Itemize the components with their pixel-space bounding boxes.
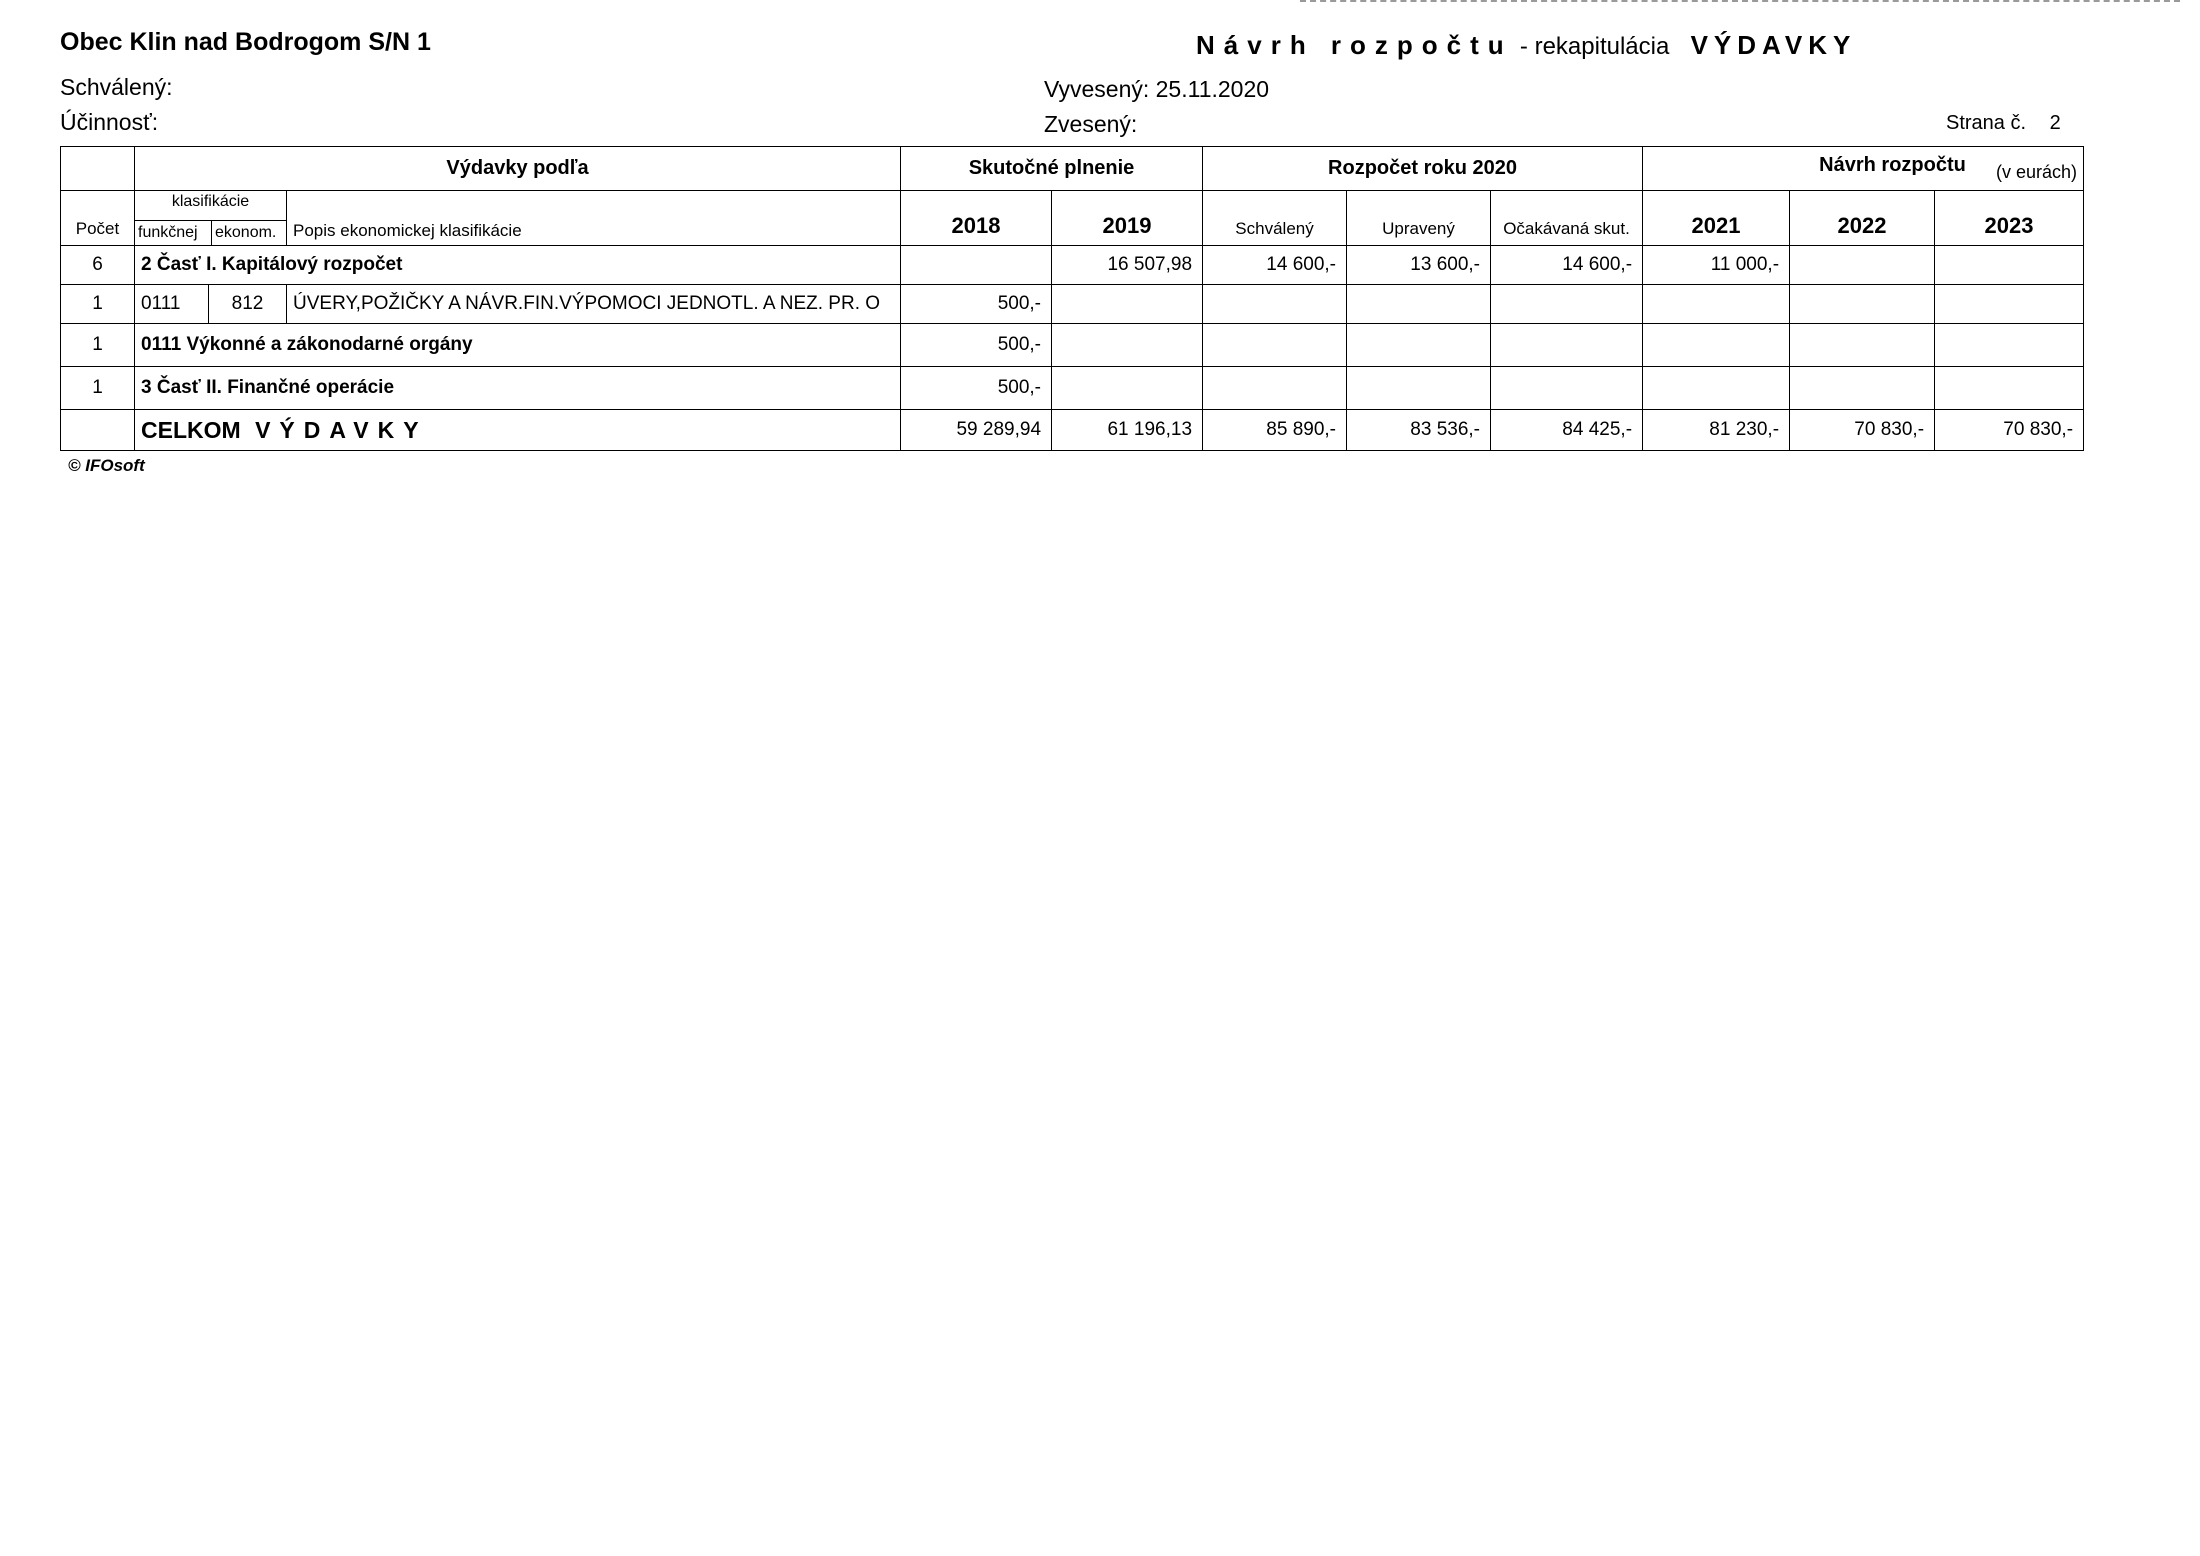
- cell-adjusted: [1347, 367, 1491, 410]
- count-header-spacer: [61, 147, 135, 191]
- cell-2021: [1643, 324, 1790, 367]
- total-row: [61, 410, 2084, 451]
- cell-approved: [1203, 367, 1347, 410]
- cell-expected: [1491, 324, 1643, 367]
- actual-header: Skutočné plnenie: [901, 147, 1203, 191]
- functional-code: 0111: [135, 285, 209, 324]
- cell-2023: [1935, 367, 2084, 410]
- effective-label: Účinnosť:: [60, 109, 159, 135]
- cell-expected: 14 600,-: [1491, 246, 1643, 285]
- scan-edge-line: [1300, 0, 2180, 4]
- functional-header: funkčnej: [135, 221, 212, 245]
- expected-header: Očakávaná skut.: [1491, 191, 1643, 246]
- cell-expected: [1491, 285, 1643, 324]
- cell-2023: [1935, 246, 2084, 285]
- cell-adjusted: [1347, 324, 1491, 367]
- document-title: [1196, 30, 1856, 61]
- year-2019-header: 2019: [1052, 191, 1203, 246]
- year-2023-header: 2023: [1935, 191, 2084, 246]
- cell-adjusted: 13 600,-: [1347, 246, 1491, 285]
- cell-2021: 11 000,-: [1643, 246, 1790, 285]
- economic-header: ekonom.: [215, 224, 277, 241]
- posted-date: Vyvesený: 25.11.2020: [1044, 76, 1270, 102]
- year-2021-header: 2021: [1643, 191, 1790, 246]
- total-2018: 59 289,94: [901, 410, 1052, 451]
- table-row: [61, 367, 2084, 410]
- removed-label: Zvesený:: [1044, 111, 1138, 137]
- cell-2019: [1052, 285, 1203, 324]
- cell-2022: [1790, 285, 1935, 324]
- proposal-header: [1643, 147, 2084, 191]
- row-label: 0111 Výkonné a zákonodarné orgány: [135, 324, 901, 367]
- cell-expected: [1491, 367, 1643, 410]
- proposal-label: Návrh rozpočtu: [1819, 154, 1966, 176]
- cell-approved: 14 600,-: [1203, 246, 1347, 285]
- total-approved: 85 890,-: [1203, 410, 1347, 451]
- total-label-b: VÝDAVKY: [255, 416, 428, 443]
- cell-approved: [1203, 285, 1347, 324]
- adjusted-header: Upravený: [1347, 191, 1491, 246]
- cell-2022: [1790, 324, 1935, 367]
- table-row: [61, 285, 2084, 324]
- cell-2019: [1052, 367, 1203, 410]
- cell-2021: [1643, 367, 1790, 410]
- header-row-columns: [61, 191, 2084, 246]
- total-count: [61, 410, 135, 451]
- cell-2018: [901, 246, 1052, 285]
- title-main: Návrh rozpočtu: [1196, 30, 1513, 60]
- row-count: 6: [61, 246, 135, 285]
- total-2019: 61 196,13: [1052, 410, 1203, 451]
- cell-2019: 16 507,98: [1052, 246, 1203, 285]
- table-row: [61, 324, 2084, 367]
- total-expected: 84 425,-: [1491, 410, 1643, 451]
- unit-note: (v eurách): [1996, 162, 2078, 182]
- cell-2018: 500,-: [901, 324, 1052, 367]
- page-indicator: [1946, 112, 2061, 135]
- classification-header: [135, 191, 287, 246]
- table-row: [61, 246, 2084, 285]
- cell-2019: [1052, 324, 1203, 367]
- header-row-groups: [61, 147, 2084, 191]
- budget-table: [60, 146, 2084, 451]
- cell-adjusted: [1347, 285, 1491, 324]
- row-label: 2 Časť I. Kapitálový rozpočet: [135, 246, 901, 285]
- row-label: 3 Časť II. Finančné operácie: [135, 367, 901, 410]
- approved-label: Schválený:: [60, 74, 173, 100]
- row-count: 1: [61, 285, 135, 324]
- economic-code: 812: [209, 285, 287, 324]
- cell-2018: 500,-: [901, 367, 1052, 410]
- total-adjusted: 83 536,-: [1347, 410, 1491, 451]
- description-header: Popis ekonomickej klasifikácie: [287, 191, 901, 246]
- cell-approved: [1203, 324, 1347, 367]
- page-number: 2: [2049, 112, 2061, 134]
- row-count: 1: [61, 324, 135, 367]
- budget-2020-header: Rozpočet roku 2020: [1203, 147, 1643, 191]
- total-2021: 81 230,-: [1643, 410, 1790, 451]
- approved-header: Schválený: [1203, 191, 1347, 246]
- classification-label: klasifikácie: [171, 193, 250, 210]
- total-label-a: CELKOM: [141, 416, 241, 443]
- title-type: VÝDAVKY: [1690, 30, 1857, 60]
- copyright-note: © IFOsoft: [68, 456, 145, 475]
- row-count: 1: [61, 367, 135, 410]
- cell-2023: [1935, 324, 2084, 367]
- total-2023: 70 830,-: [1935, 410, 2084, 451]
- total-label: [135, 410, 901, 451]
- cell-2022: [1790, 246, 1935, 285]
- cell-2023: [1935, 285, 2084, 324]
- cell-2021: [1643, 285, 1790, 324]
- count-header: Počet: [61, 191, 135, 246]
- organization-name: Obec Klin nad Bodrogom S/N 1: [60, 28, 431, 56]
- by-header: Výdavky podľa: [135, 147, 901, 191]
- total-2022: 70 830,-: [1790, 410, 1935, 451]
- year-2018-header: 2018: [901, 191, 1052, 246]
- economic-description: ÚVERY,POŽIČKY A NÁVR.FIN.VÝPOMOCI JEDNOTL. A NEZ. PR. O: [287, 285, 901, 324]
- cell-2022: [1790, 367, 1935, 410]
- title-sub: - rekapitulácia: [1519, 33, 1670, 60]
- year-2022-header: 2022: [1790, 191, 1935, 246]
- cell-2018: 500,-: [901, 285, 1052, 324]
- page-label: Strana č.: [1946, 112, 2027, 134]
